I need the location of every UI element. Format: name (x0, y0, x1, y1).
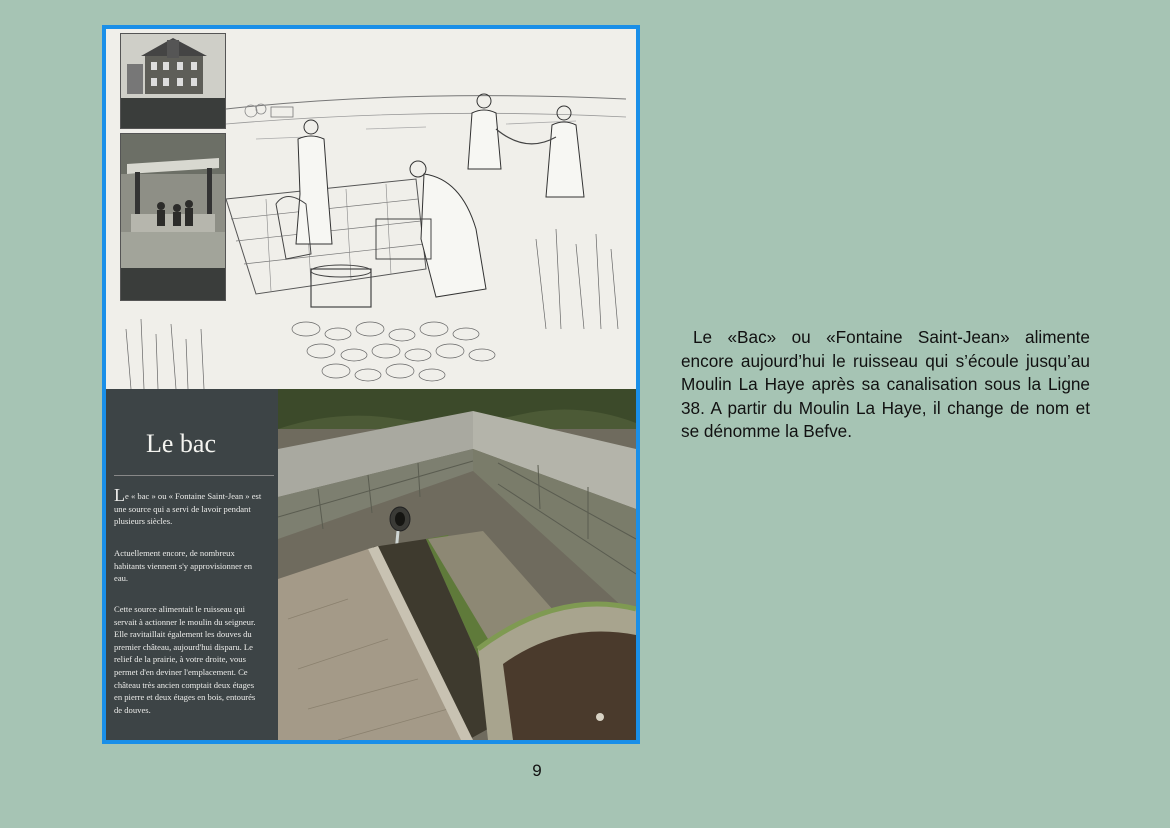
children-photo (121, 134, 225, 268)
info-paragraph-2: Actuellement encore, de nombreux habitants viennent s'y approvisionner en eau. (114, 548, 253, 584)
info-panel (106, 389, 278, 740)
signboard-photo (102, 25, 640, 744)
page-number: 9 (532, 761, 542, 780)
info-divider (114, 475, 274, 476)
info-title: Le bac (146, 429, 217, 458)
basin-photo (278, 389, 636, 740)
info-paragraph-3: Cette source alimentait le ruisseau qui servait à actionner le moulin du seigneur. Elle ravitaillait également les douves du premier château, aujourd'hui disparu. Le relief de la prairie, à votre droite, vous permet d'en deviner l'emplacement. Ce château très ancien comptait deux étages en pierre et deux étages en bois, entourés de douves. (114, 604, 256, 715)
villa-thumbnail (120, 33, 226, 129)
info-paragraph-1-text: e « bac » ou « Fontaine Saint-Jean » est une source qui a servi de lavoir pendant plusieurs siècles. (114, 491, 262, 527)
children-thumbnail (120, 133, 226, 301)
sketch-illustration (106, 29, 636, 389)
villa-photo (121, 34, 225, 98)
info-paragraph-1 (114, 485, 264, 528)
body-paragraph: Le «Bac» ou «Fontaine Saint-Jean» alimente encore aujourd’hui le ruisseau qui s’écoule jusqu’au Moulin La Haye après sa canalisation sous la Ligne 38. A partir du Moulin La Haye, il change de nom et se dénomme la Befve. (681, 327, 1090, 442)
dropcap-letter: L (114, 485, 125, 505)
fountain-basin-image (278, 389, 636, 740)
